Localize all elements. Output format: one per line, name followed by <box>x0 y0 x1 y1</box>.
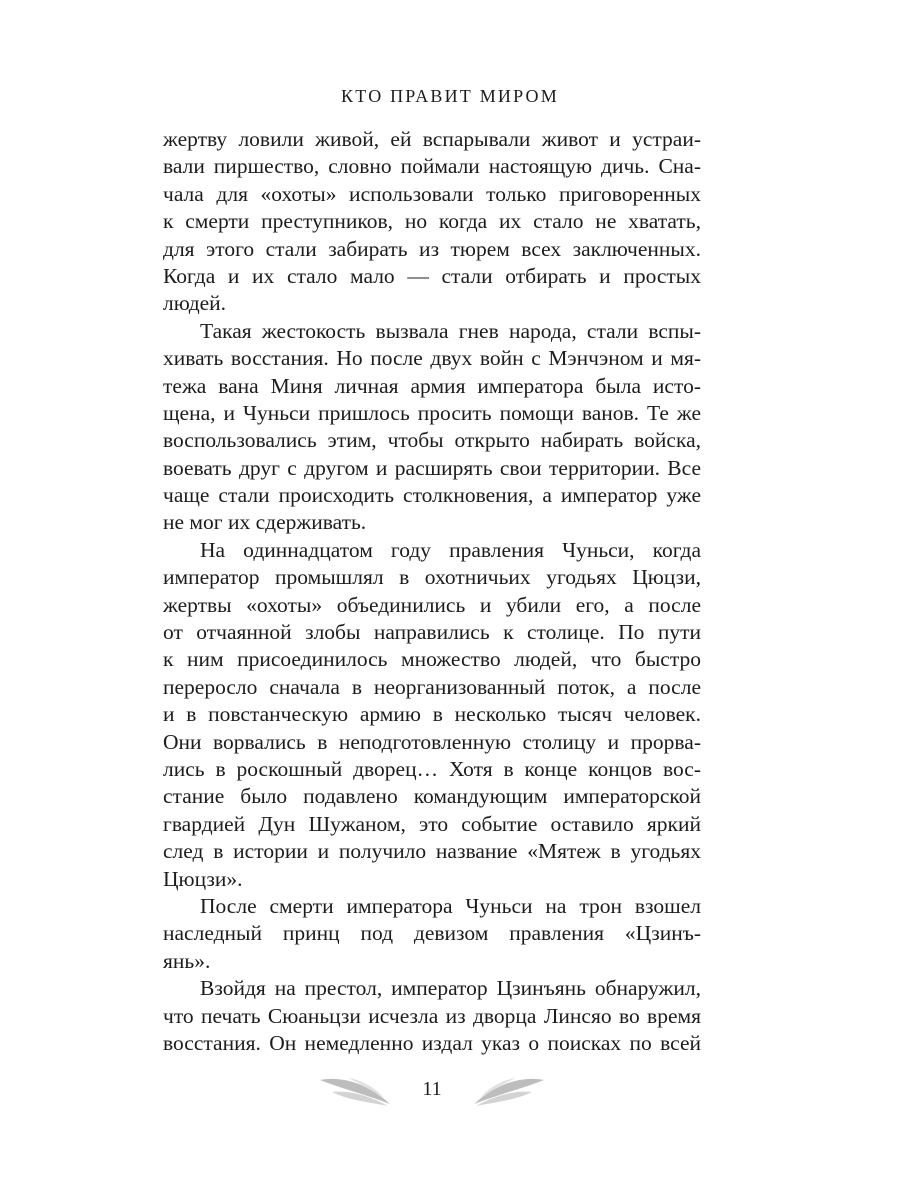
text-line: чаще стали происходить столкновения, а император уже <box>163 483 701 508</box>
text-line: для этого стали забирать из тюрем всех заключенных. <box>163 236 701 261</box>
text-line: янь». <box>163 948 211 973</box>
text-line: след в истории и получило название «Мятеж в угодьях <box>163 839 701 864</box>
text-line: к смерти преступников, но когда их стало не хватать, <box>163 209 701 234</box>
text-line: хивать восстания. Но после двух войн с Мэнчэном и мя- <box>163 346 701 371</box>
text-line: и в повстанческую армию в несколько тысяч человек. <box>163 702 701 727</box>
text-line: На одиннадцатом году правления Чуньси, когда <box>200 537 701 562</box>
text-line: Цюцзи». <box>163 866 243 891</box>
text-line: лись в роскошный дворец… Хотя в конце концов вос- <box>163 756 701 781</box>
text-line: от отчаянной злобы направились к столице. По пути <box>163 620 701 645</box>
text-line: щена, и Чуньси пришлось просить помощи ванов. Те же <box>163 400 701 425</box>
text-line: переросло сначала в неорганизованный поток, а после <box>163 674 701 699</box>
leaf-flourish-right-icon <box>466 1074 546 1113</box>
text-line: чала для «охоты» использовали только приговоренных <box>163 181 701 206</box>
text-line: вали пиршество, словно поймали настоящую дичь. Сна- <box>163 154 701 179</box>
text-line: Когда и их стало мало — стали отбирать и простых <box>163 263 701 288</box>
text-line: Такая жестокость вызвала гнев народа, стали вспы- <box>200 318 701 343</box>
running-head: КТО ПРАВИТ МИРОМ <box>341 86 559 106</box>
page-number: 11 <box>422 1078 442 1100</box>
text-line: к ним присоединилось множество людей, что быстро <box>163 647 701 672</box>
text-line: жертвы «охоты» объединились и убили его, а после <box>163 592 701 617</box>
page-footer <box>0 1074 900 1110</box>
text-line: Взойдя на престол, император Цзинъянь обнаружил, <box>200 976 701 1001</box>
text-line: гвардией Дун Шужаном, это событие оставило яркий <box>163 811 701 836</box>
text-line: воспользовались этим, чтобы открыто набирать войска, <box>163 428 701 453</box>
text-line: император промышлял в охотничьих угодьях Цюцзи, <box>163 565 701 590</box>
text-line: восстания. Он немедленно издал указ о поисках по всей <box>163 1030 701 1055</box>
text-line: стание было подавлено командующим императорской <box>163 784 701 809</box>
leaf-flourish-left-icon <box>318 1074 398 1113</box>
text-line: воевать друг с другом и расширять свои территории. Все <box>163 455 701 480</box>
text-line: Они ворвались в неподготовленную столицу и прорва- <box>163 729 701 754</box>
text-line: не мог их сдерживать. <box>163 510 367 535</box>
text-line: тежа вана Миня личная армия императора была исто- <box>163 373 701 398</box>
text-line: людей. <box>163 291 227 316</box>
body-text <box>163 126 701 1057</box>
text-line: После смерти императора Чуньси на трон взошел <box>200 893 701 918</box>
text-line: наследный принц под девизом правления «Цзинъ- <box>163 921 701 946</box>
text-line: жертву ловили живой, ей вспарывали живот и устраи- <box>163 127 701 151</box>
text-line: что печать Сюаньцзи исчезла из дворца Линсяо во время <box>163 1003 701 1028</box>
